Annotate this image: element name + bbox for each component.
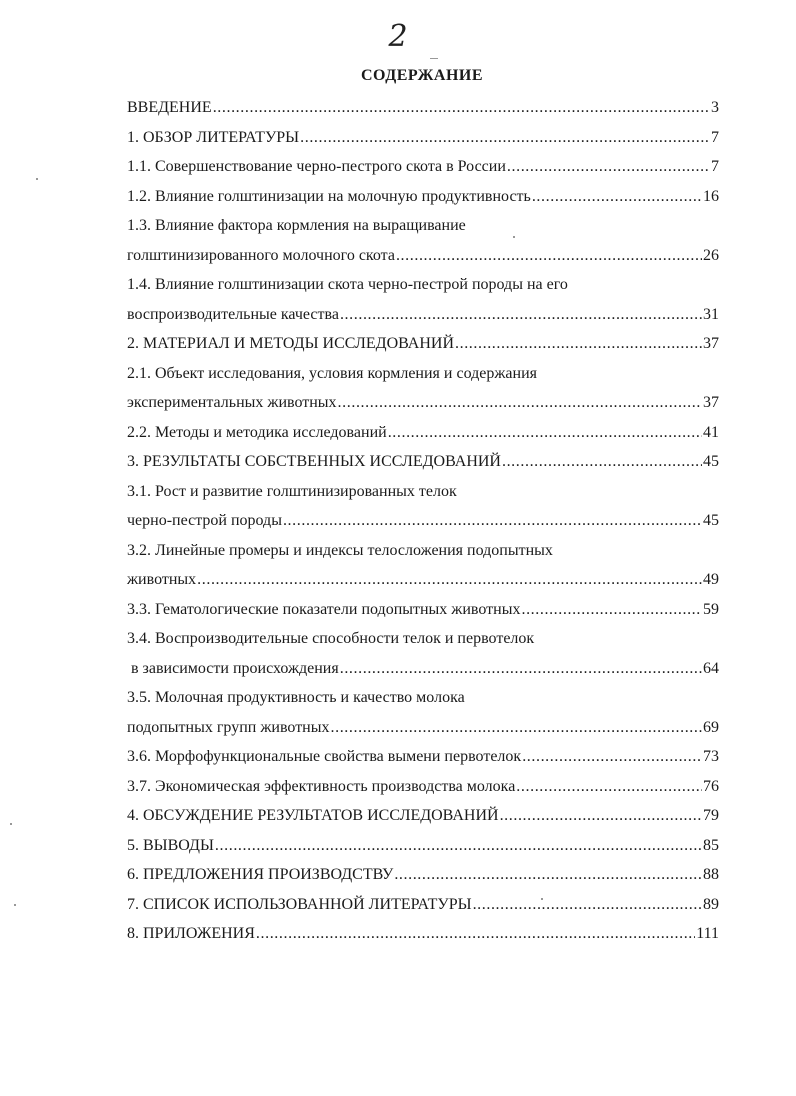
- toc-entry-title: 3.2. Линейные промеры и индексы телосложения подопытных: [127, 541, 553, 559]
- toc-entry-1-4-line1: [127, 270, 719, 300]
- toc-dot-leader: [507, 152, 710, 182]
- toc-entry-page: 73: [703, 748, 719, 765]
- toc-entry-page: 88: [703, 866, 719, 883]
- toc-entry-title: 3.7. Экономическая эффективность производства молока: [127, 777, 516, 795]
- toc-entry-title: воспроизводительные качества: [127, 305, 339, 323]
- toc-entry-title: 6. ПРЕДЛОЖЕНИЯ ПРОИЗВОДСТВУ: [127, 866, 394, 883]
- toc-entry-page: 45: [703, 453, 719, 470]
- toc-entry-introduction: [127, 93, 719, 123]
- toc-dot-leader: [396, 241, 702, 271]
- toc-dot-leader: [473, 890, 702, 920]
- toc-entry-1-4: [127, 300, 719, 330]
- toc-dot-leader: [300, 123, 710, 153]
- toc-entry-chapter-1: [127, 123, 719, 153]
- toc-entry-3-7: [127, 772, 719, 802]
- toc-entry-chapter-7: [127, 890, 719, 920]
- toc-entry-2-2: [127, 418, 719, 448]
- toc-entry-title: 4. ОБСУЖДЕНИЕ РЕЗУЛЬТАТОВ ИССЛЕДОВАНИЙ: [127, 807, 499, 824]
- toc-entry-3-4: [127, 654, 719, 684]
- toc-entry-title: 2.2. Методы и методика исследований: [127, 423, 387, 441]
- toc-entry-page: 59: [703, 600, 719, 618]
- toc-entry-2-1: [127, 388, 719, 418]
- toc-entry-page: 37: [703, 394, 719, 411]
- toc-entry-chapter-3: [127, 447, 719, 477]
- toc-entry-1-1: [127, 152, 719, 182]
- toc-dot-leader: [502, 447, 702, 477]
- toc-dot-leader: [455, 329, 702, 359]
- toc-entry-chapter-2: [127, 329, 719, 359]
- toc-entry-title: 3.3. Гематологические показатели подопытных животных: [127, 600, 521, 618]
- toc-entry-title: 7. СПИСОК ИСПОЛЬЗОВАННОЙ ЛИТЕРАТУРЫ: [127, 895, 472, 913]
- toc-entry-chapter-4: [127, 801, 719, 831]
- page-number-underline: [430, 58, 438, 59]
- toc-entry-page: 111: [696, 925, 719, 942]
- toc-entry-title: в зависимости происхождения: [127, 659, 339, 677]
- toc-entry-chapter-5: [127, 831, 719, 861]
- toc-entry-title: черно-пестрой породы: [127, 512, 282, 529]
- toc-entry-2-1-line1: [127, 359, 719, 389]
- toc-entry-title: 3.4. Воспроизводительные способности телок и первотелок: [127, 630, 535, 647]
- scan-speck: [10, 823, 12, 825]
- toc-entry-chapter-6: [127, 860, 719, 890]
- toc-entry-3-3: [127, 595, 719, 625]
- toc-entry-3-5-line1: [127, 683, 719, 713]
- toc-entry-3-4-line1: [127, 624, 719, 654]
- toc-entry-page: 41: [703, 423, 719, 441]
- toc-entry-page: 16: [703, 187, 719, 205]
- toc-entry-page: 26: [703, 246, 719, 264]
- toc-dot-leader: [532, 182, 702, 212]
- toc-dot-leader: [331, 713, 703, 743]
- toc-entry-page: 45: [703, 512, 719, 529]
- scan-speck: [14, 904, 16, 906]
- toc-dot-leader: [516, 772, 702, 802]
- toc-dot-leader: [388, 418, 702, 448]
- toc-entry-title: 1.1. Совершенствование черно-пестрого скота в России: [127, 158, 506, 175]
- toc-entry-title: 3. РЕЗУЛЬТАТЫ СОБСТВЕННЫХ ИССЛЕДОВАНИЙ: [127, 453, 501, 470]
- toc-dot-leader: [197, 565, 702, 595]
- toc-dot-leader: [256, 919, 695, 949]
- scan-speck: [36, 178, 38, 180]
- toc-entry-page: 37: [703, 335, 719, 352]
- toc-dot-leader: [283, 506, 702, 536]
- toc-dot-leader: [521, 595, 702, 625]
- toc-entry-page: 7: [711, 128, 719, 146]
- toc-entry-page: 3: [711, 99, 719, 116]
- toc-entry-page: 69: [703, 718, 719, 736]
- toc-entry-page: 7: [711, 158, 719, 175]
- toc-entry-title: животных: [127, 571, 197, 588]
- toc-entry-title: 8. ПРИЛОЖЕНИЯ: [127, 925, 255, 942]
- toc-entry-chapter-8: [127, 919, 719, 949]
- toc-entry-page: 76: [703, 777, 719, 795]
- toc-entry-page: 89: [703, 895, 719, 913]
- toc-entry-page: 85: [703, 836, 719, 854]
- toc-entry-title: 5. ВЫВОДЫ: [127, 836, 214, 854]
- toc-entry-page: 49: [703, 571, 719, 588]
- toc-dot-leader: [522, 742, 702, 772]
- toc-dot-leader: [500, 801, 702, 831]
- toc-entry-title: 3.5. Молочная продуктивность и качество молока: [127, 689, 465, 706]
- toc-dot-leader: [394, 860, 702, 890]
- toc-entry-3-2-line1: [127, 536, 719, 566]
- handwritten-page-number: 2: [388, 19, 408, 54]
- toc-entry-1-3-line1: [127, 211, 719, 241]
- toc-entry-title: 2.1. Объект исследования, условия кормления и содержания: [127, 364, 537, 382]
- toc-entry-title: голштинизированного молочного скота: [127, 246, 395, 264]
- toc-entry-title: 3.6. Морфофункциональные свойства вымени первотелок: [127, 748, 522, 765]
- toc-entry-title: экспериментальных животных: [127, 394, 337, 411]
- toc-dot-leader: [338, 388, 702, 418]
- toc-entry-3-1: [127, 506, 719, 536]
- toc-entry-3-1-line1: [127, 477, 719, 507]
- toc-dot-leader: [340, 654, 702, 684]
- table-of-contents: [127, 93, 719, 949]
- toc-entry-title: 1.3. Влияние фактора кормления на выращивание: [127, 217, 466, 234]
- toc-entry-title: 1.4. Влияние голштинизации скота черно-пестрой породы на его: [127, 276, 568, 293]
- toc-entry-title: 3.1. Рост и развитие голштинизированных телок: [127, 482, 457, 500]
- toc-entry-1-3: [127, 241, 719, 271]
- toc-entry-3-2: [127, 565, 719, 595]
- toc-dot-leader: [340, 300, 702, 330]
- toc-entry-page: 79: [703, 807, 719, 824]
- toc-entry-3-5: [127, 713, 719, 743]
- toc-entry-1-2: [127, 182, 719, 212]
- page-title: СОДЕРЖАНИЕ: [360, 67, 484, 84]
- toc-entry-title: 1.2. Влияние голштинизации на молочную продуктивность: [127, 187, 531, 205]
- toc-entry-title: ВВЕДЕНИЕ: [127, 99, 212, 116]
- toc-entry-title: подопытных групп животных: [127, 718, 330, 736]
- scan-speck: [541, 898, 543, 900]
- toc-entry-page: 31: [703, 305, 719, 323]
- toc-dot-leader: [213, 93, 710, 123]
- toc-entry-title: 2. МАТЕРИАЛ И МЕТОДЫ ИССЛЕДОВАНИЙ: [127, 335, 454, 352]
- scan-speck: [513, 236, 515, 238]
- toc-dot-leader: [215, 831, 702, 861]
- toc-entry-3-6: [127, 742, 719, 772]
- toc-entry-page: 64: [703, 659, 719, 677]
- toc-entry-title: 1. ОБЗОР ЛИТЕРАТУРЫ: [127, 128, 300, 146]
